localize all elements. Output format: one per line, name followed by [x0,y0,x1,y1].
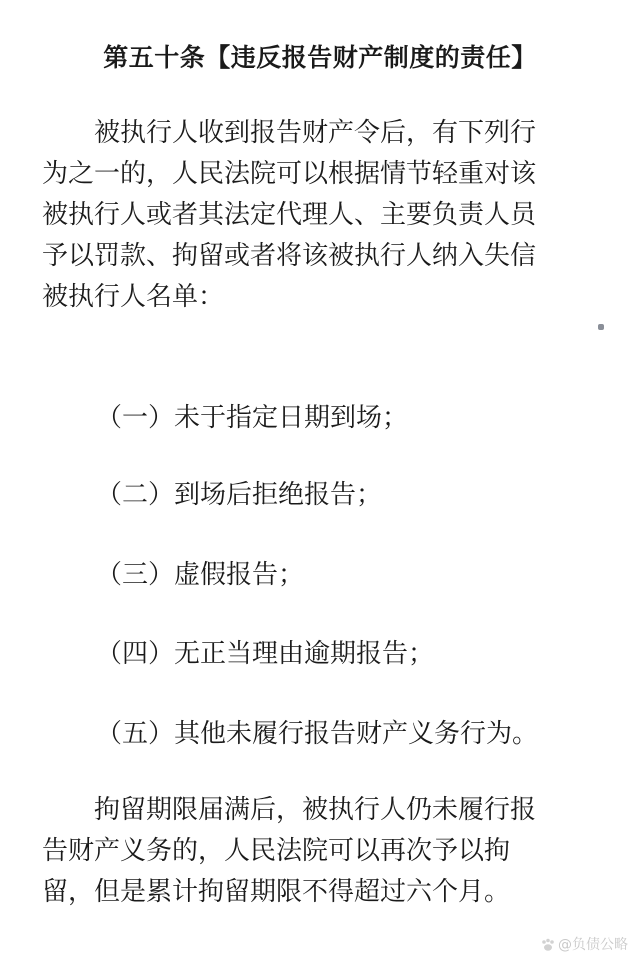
watermark [540,936,628,954]
paw-logo-icon [540,937,556,953]
paragraph-detention [42,790,602,913]
list-item-4: （四）无正当理由逾期报告； [96,639,435,669]
scroll-indicator-dot [598,324,604,330]
paragraph-line: 被执行人名单： [42,282,225,312]
paragraph-intro [42,113,602,318]
paragraph-line: 为之一的，人民法院可以根据情节轻重对该 [42,159,537,189]
paragraph-line: 告财产义务的，人民法院可以再次予以拘 [42,836,511,866]
watermark-text: @负债公略 [558,937,628,953]
paragraph-line: 予以罚款、拘留或者将该被执行人纳入失信 [42,241,537,271]
paragraph-line: 被执行人或者其法定代理人、主要负责人员 [42,200,537,230]
article-title: 第五十条【违反报告财产制度的责任】 [103,43,537,72]
list-item-5: （五）其他未履行报告财产义务行为。 [96,719,539,749]
paragraph-line: 拘留期限届满后，被执行人仍未履行报 [94,795,537,825]
list-item-1: （一）未于指定日期到场； [96,403,409,433]
paragraph-line: 被执行人收到报告财产令后，有下列行 [94,118,537,148]
paragraph-line: 留，但是累计拘留期限不得超过六个月。 [42,877,511,907]
list-item-3: （三）虚假报告； [96,560,305,590]
list-item-2: （二）到场后拒绝报告； [96,480,383,510]
